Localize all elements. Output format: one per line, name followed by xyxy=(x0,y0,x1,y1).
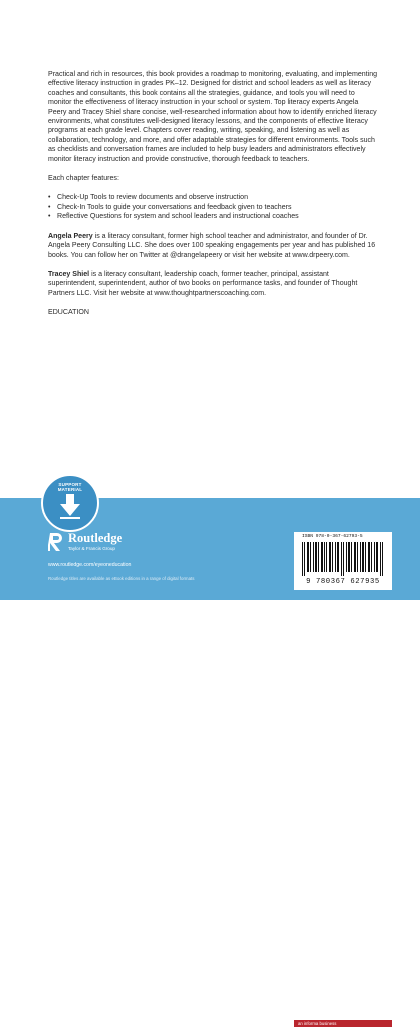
feature-item: • Check-In Tools to guide your conversations and feedback given to teachers xyxy=(48,203,378,212)
author-bio-text: is a literacy consultant, former high school teacher and administrator, and founder of Dr. Angela Peery Consulting LLC. She does over 100 speaking engagements per year and has published 16 books. You can follow her on Twitter at @drangelapeery or visit her website at www.drpeery.com. xyxy=(48,232,376,259)
informa-badge: an informa business xyxy=(294,1020,392,1027)
author-bio-2 xyxy=(48,270,378,298)
features-list xyxy=(48,193,378,221)
author-bio-text: is a literacy consultant, leadership coach, former teacher, principal, assistant superintendent, superintendent, author of two books on performance tasks, and founder of Thought Partners LLC. Visit her website at www.thoughtpartnerscoaching.com. xyxy=(48,270,358,297)
isbn-url: www.routledge.com/9780367627935 xyxy=(48,1007,133,1013)
book-description: Practical and rich in resources, this book provides a roadmap to monitoring, evaluating, and implementing effective literacy instruction in grades PK–12. Designed for district and school leaders as well as literacy coaches and consultants, this book contains all the strategies, guidance, and tools you will need to monitor the effectiveness of literacy instruction in your school or system. Top literacy experts Angela Peery and Tracey Shiel share concise, well-researched information about how to identify enriched literacy environments, what constitutes well-designed literacy lessons, and the components of effective literacy programs at each grade level. Chapters cover reading, writing, speaking, and listening as well as collaboration, technology, and more, and offer adaptable strategies for different environments. Tools such as checklists and conversation frames are included to help busy leaders and administrators effectively monitor literacy instruction and provide constructive, thorough feedback to teachers. xyxy=(48,71,378,163)
feature-item: • Reflective Questions for system and school leaders and instructional coaches xyxy=(48,212,378,221)
author-name: Tracey Shiel xyxy=(48,270,90,278)
cover-text-area xyxy=(0,0,420,498)
author-name: Angela Peery xyxy=(48,232,93,240)
blurb-block xyxy=(48,70,378,328)
ebook-note: Routledge titles are available as eBook editions in a range of digital formats xyxy=(48,576,195,581)
barcode-box xyxy=(294,532,392,590)
routledge-logo-icon xyxy=(48,532,64,552)
isbn-text: ISBN 978-0-367-62793-5 xyxy=(302,534,363,539)
publisher-url: www.routledge.com/eyeoneducation xyxy=(48,562,132,568)
publisher-name: Routledge xyxy=(68,531,123,545)
publisher-sub: Taylor & Francis Group xyxy=(68,546,115,551)
feature-item: • Check-Up Tools to review documents and observe instruction xyxy=(48,193,378,202)
cover-credit: Cover image: © Getty Images xyxy=(319,1007,388,1013)
support-material-label: SUPPORT MATERIAL xyxy=(57,482,83,492)
barcode-icon xyxy=(302,542,384,576)
category-label: EDUCATION xyxy=(48,309,89,317)
support-material-badge xyxy=(41,474,99,532)
barcode-number: 9 780367 627935 xyxy=(306,578,380,586)
features-heading: Each chapter features: xyxy=(48,175,119,183)
author-bio-1 xyxy=(48,232,378,260)
download-arrow-icon xyxy=(58,494,82,520)
